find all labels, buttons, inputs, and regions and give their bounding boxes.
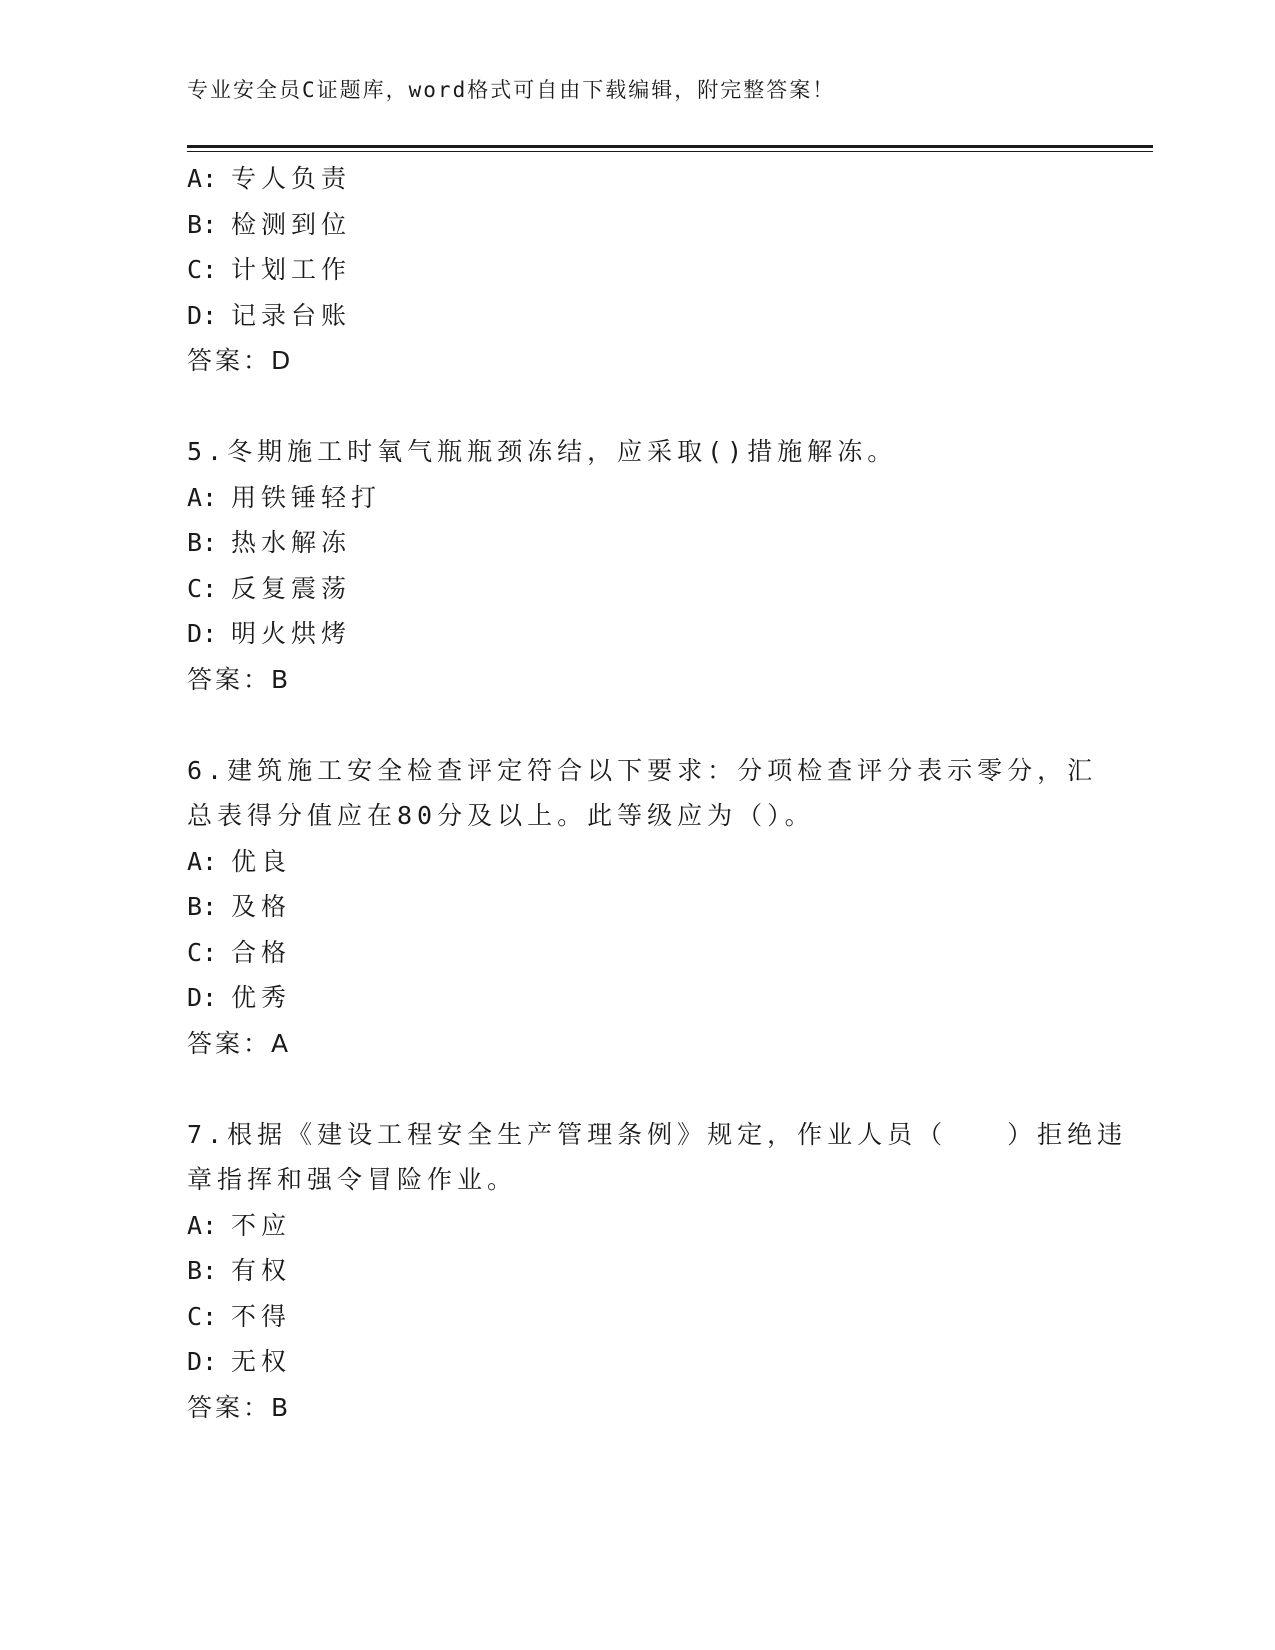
option-text: 优秀 bbox=[231, 983, 292, 1012]
header-rule-thin bbox=[187, 151, 1153, 152]
option-text: 优良 bbox=[231, 846, 292, 876]
answer-line: 答案：B bbox=[187, 664, 292, 694]
answer-line: 答案：B bbox=[187, 1392, 292, 1422]
question-5 bbox=[187, 429, 1087, 702]
option-text: 明火烘烤 bbox=[231, 619, 352, 648]
option-label: A: bbox=[187, 164, 218, 193]
question-content bbox=[187, 156, 1128, 1430]
question-stem: 7.根据《建设工程安全生产管理条例》规定，作业人员（ ）拒绝违 bbox=[187, 1119, 1128, 1149]
option-text: 无权 bbox=[231, 1347, 292, 1376]
answer-line: 答案：D bbox=[187, 346, 294, 375]
option-label: A: bbox=[187, 1210, 218, 1240]
option-label: D: bbox=[187, 619, 218, 648]
page-header: 专业安全员C证题库，word格式可自由下载编辑，附完整答案！ bbox=[187, 78, 836, 102]
option-a bbox=[187, 475, 1087, 521]
option-text: 检测到位 bbox=[231, 209, 352, 239]
option-label: B: bbox=[187, 892, 218, 921]
option-label: A: bbox=[187, 846, 218, 876]
option-b bbox=[187, 1248, 1087, 1294]
option-a bbox=[187, 839, 1087, 885]
option-b bbox=[187, 520, 1087, 566]
option-c bbox=[187, 566, 1087, 612]
question-stem: 6.建筑施工安全检查评定符合以下要求：分项检查评分表示零分，汇 bbox=[187, 755, 1098, 785]
option-text: 不得 bbox=[231, 1301, 292, 1331]
option-label: C: bbox=[187, 1301, 218, 1331]
header-rule-thick bbox=[187, 145, 1153, 148]
option-text: 专人负责 bbox=[231, 164, 352, 193]
question-stem-continued: 总表得分值应在80分及以上。此等级应为（）。 bbox=[187, 801, 815, 830]
option-d bbox=[187, 293, 1087, 339]
spacer bbox=[187, 702, 1087, 748]
option-a bbox=[187, 156, 1087, 202]
option-label: C: bbox=[187, 937, 218, 967]
continued-question bbox=[187, 156, 1087, 384]
option-label: C: bbox=[187, 255, 218, 284]
option-c bbox=[187, 930, 1087, 976]
option-text: 有权 bbox=[231, 1256, 292, 1285]
option-label: A: bbox=[187, 482, 218, 512]
option-c bbox=[187, 1294, 1087, 1340]
answer-line: 答案：A bbox=[187, 1028, 292, 1058]
option-text: 及格 bbox=[231, 892, 292, 921]
option-text: 热水解冻 bbox=[231, 528, 352, 557]
option-label: B: bbox=[187, 528, 218, 557]
option-label: D: bbox=[187, 1347, 218, 1376]
option-text: 不应 bbox=[231, 1210, 292, 1240]
question-6 bbox=[187, 748, 1098, 1067]
option-text: 反复震荡 bbox=[231, 573, 352, 603]
option-label: C: bbox=[187, 573, 218, 603]
option-label: B: bbox=[187, 1256, 218, 1285]
spacer bbox=[187, 1066, 1087, 1112]
spacer bbox=[187, 384, 1087, 430]
option-b bbox=[187, 884, 1087, 930]
option-text: 用铁锤轻打 bbox=[231, 482, 382, 512]
option-text: 合格 bbox=[231, 937, 292, 967]
question-7 bbox=[187, 1112, 1128, 1431]
option-a bbox=[187, 1203, 1087, 1249]
option-c bbox=[187, 247, 1087, 293]
option-b bbox=[187, 202, 1087, 248]
option-d bbox=[187, 975, 1087, 1021]
question-stem: 5.冬期施工时氧气瓶瓶颈冻结，应采取()措施解冻。 bbox=[187, 437, 898, 466]
option-label: B: bbox=[187, 209, 218, 239]
option-d bbox=[187, 611, 1087, 657]
option-label: D: bbox=[187, 300, 218, 330]
option-text: 计划工作 bbox=[231, 255, 352, 284]
option-text: 记录台账 bbox=[231, 300, 352, 330]
option-label: D: bbox=[187, 983, 218, 1012]
option-d bbox=[187, 1339, 1087, 1385]
question-stem-continued: 章指挥和强令冒险作业。 bbox=[187, 1165, 518, 1194]
